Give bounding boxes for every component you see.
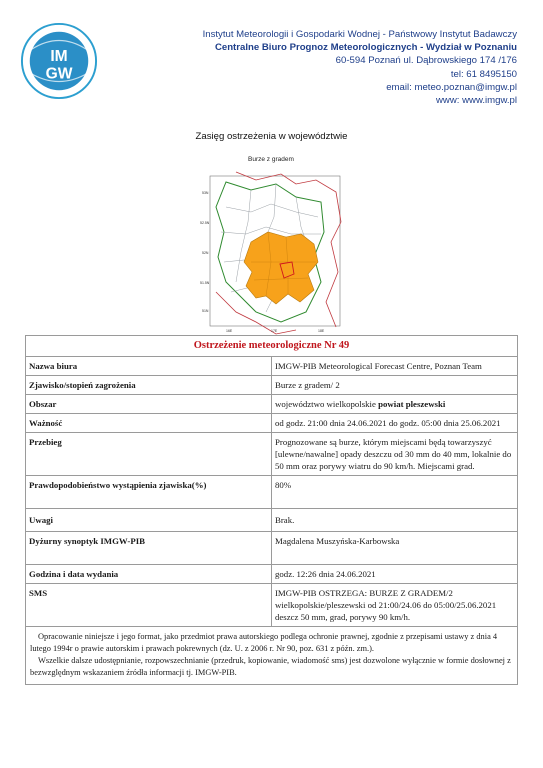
forecaster-label: Dyżurny synoptyk IMGW-PIB bbox=[26, 532, 272, 565]
copyright-footer bbox=[26, 627, 518, 685]
map-caption: Burze z gradem bbox=[248, 156, 294, 163]
copyright-text bbox=[26, 627, 518, 685]
office-name: Centralne Biuro Prognoz Meteorologicznych - Wydział w Poznaniu bbox=[214, 42, 517, 54]
imgw-logo bbox=[20, 22, 98, 100]
forecaster-value: Magdalena Muszyńska-Karbowska bbox=[272, 532, 518, 565]
area-value-county: powiat pleszewski bbox=[378, 399, 446, 409]
x-tick: 18E bbox=[318, 329, 325, 333]
office-label: Nazwa biura bbox=[26, 357, 272, 376]
table-row bbox=[26, 565, 518, 584]
x-tick: 17E bbox=[271, 329, 278, 333]
phone: tel: 61 8495150 bbox=[450, 68, 517, 80]
institute-name: Instytut Meteorologii i Gospodarki Wodnej - Państwowy Instytut Badawczy bbox=[202, 29, 517, 40]
table-row bbox=[26, 357, 518, 376]
table-row bbox=[26, 476, 518, 509]
warning-title-row bbox=[26, 336, 518, 357]
remarks-label: Uwagi bbox=[26, 509, 272, 532]
area-value-region: województwo wielkopolskie bbox=[275, 399, 379, 409]
issued-label: Godzina i data wydania bbox=[26, 565, 272, 584]
warning-table bbox=[25, 335, 518, 685]
map-title: Zasięg ostrzeżenia w województwie bbox=[195, 131, 348, 142]
y-tick: 53N bbox=[202, 191, 209, 195]
sms-value: IMGW-PIB OSTRZEGA: BURZE Z GRADEM/2 wielkopolskie/pleszewski od 21:00/24.06 do 05:00/25.06.2021 deszcz 50 mm, grad, porywy 90 km/h. bbox=[272, 584, 518, 627]
table-row bbox=[26, 532, 518, 565]
x-tick: 16E bbox=[226, 329, 233, 333]
warning-title: Ostrzeżenie meteorologiczne Nr 49 bbox=[26, 336, 518, 357]
phenomenon-label: Zjawisko/stopień zagrożenia bbox=[26, 376, 272, 395]
sms-label: SMS bbox=[26, 584, 272, 627]
y-tick: 52.5N bbox=[200, 221, 210, 225]
issued-value: godz. 12:26 dnia 24.06.2021 bbox=[272, 565, 518, 584]
course-value: Prognozowane są burze, którym miejscami będą towarzyszyć [ulewne/nawalne] opady deszczu od 30 mm do 40 mm, lokalnie do 50 mm oraz porywy wiatru do 90 km/h. Miejscami grad. bbox=[272, 433, 518, 476]
course-label: Przebieg bbox=[26, 433, 272, 476]
phenomenon-value: Burze z gradem/ 2 bbox=[272, 376, 518, 395]
probability-value: 80% bbox=[272, 476, 518, 509]
table-row bbox=[26, 509, 518, 532]
logo-text-top: IM bbox=[50, 48, 68, 65]
table-row bbox=[26, 395, 518, 414]
institute-header bbox=[203, 28, 517, 107]
y-tick: 52N bbox=[202, 251, 209, 255]
logo-text-bottom: GW bbox=[45, 65, 73, 83]
address: 60-594 Poznań ul. Dąbrowskiego 174 /176 bbox=[335, 55, 517, 67]
email-link[interactable]: email: meteo.poznan@imgw.pl bbox=[386, 81, 517, 93]
probability-label: Prawdopodobieństwo wystąpienia zjawiska(%) bbox=[26, 476, 272, 509]
y-tick: 51N bbox=[202, 309, 209, 313]
remarks-value: Brak. bbox=[272, 509, 518, 532]
copyright-paragraph-2: Wszelkie dalsze udostępnianie, rozpowszechnianie (przedruk, kopiowanie, wiadomość sms) jest dozwolone wyłącznie w formie dosłownej z bezwzględnym wskazaniem źródła informacji tj. IMGW-PIB. bbox=[30, 656, 511, 677]
table-row bbox=[26, 584, 518, 627]
table-row bbox=[26, 414, 518, 433]
warning-area-map bbox=[196, 162, 346, 342]
validity-label: Ważność bbox=[26, 414, 272, 433]
area-label: Obszar bbox=[26, 395, 272, 414]
table-row bbox=[26, 376, 518, 395]
area-value bbox=[272, 395, 518, 414]
y-tick: 51.5N bbox=[200, 281, 210, 285]
website-link[interactable]: www: www.imgw.pl bbox=[435, 95, 517, 107]
validity-value: od godz. 21:00 dnia 24.06.2021 do godz. 05:00 dnia 25.06.2021 bbox=[272, 414, 518, 433]
copyright-paragraph-1: Opracowanie niniejsze i jego format, jako przedmiot prawa autorskiego podlega ochronie prawnej, zgodnie z przepisami ustawy z dnia 4 lutego 1994r o prawie autorskim i prawach pokrewnych (dz. U. z 2006 r. Nr 90, poz. 631 z późn. zm.). bbox=[30, 632, 498, 653]
office-value: IMGW-PIB Meteorological Forecast Centre, Poznan Team bbox=[272, 357, 518, 376]
table-row bbox=[26, 433, 518, 476]
